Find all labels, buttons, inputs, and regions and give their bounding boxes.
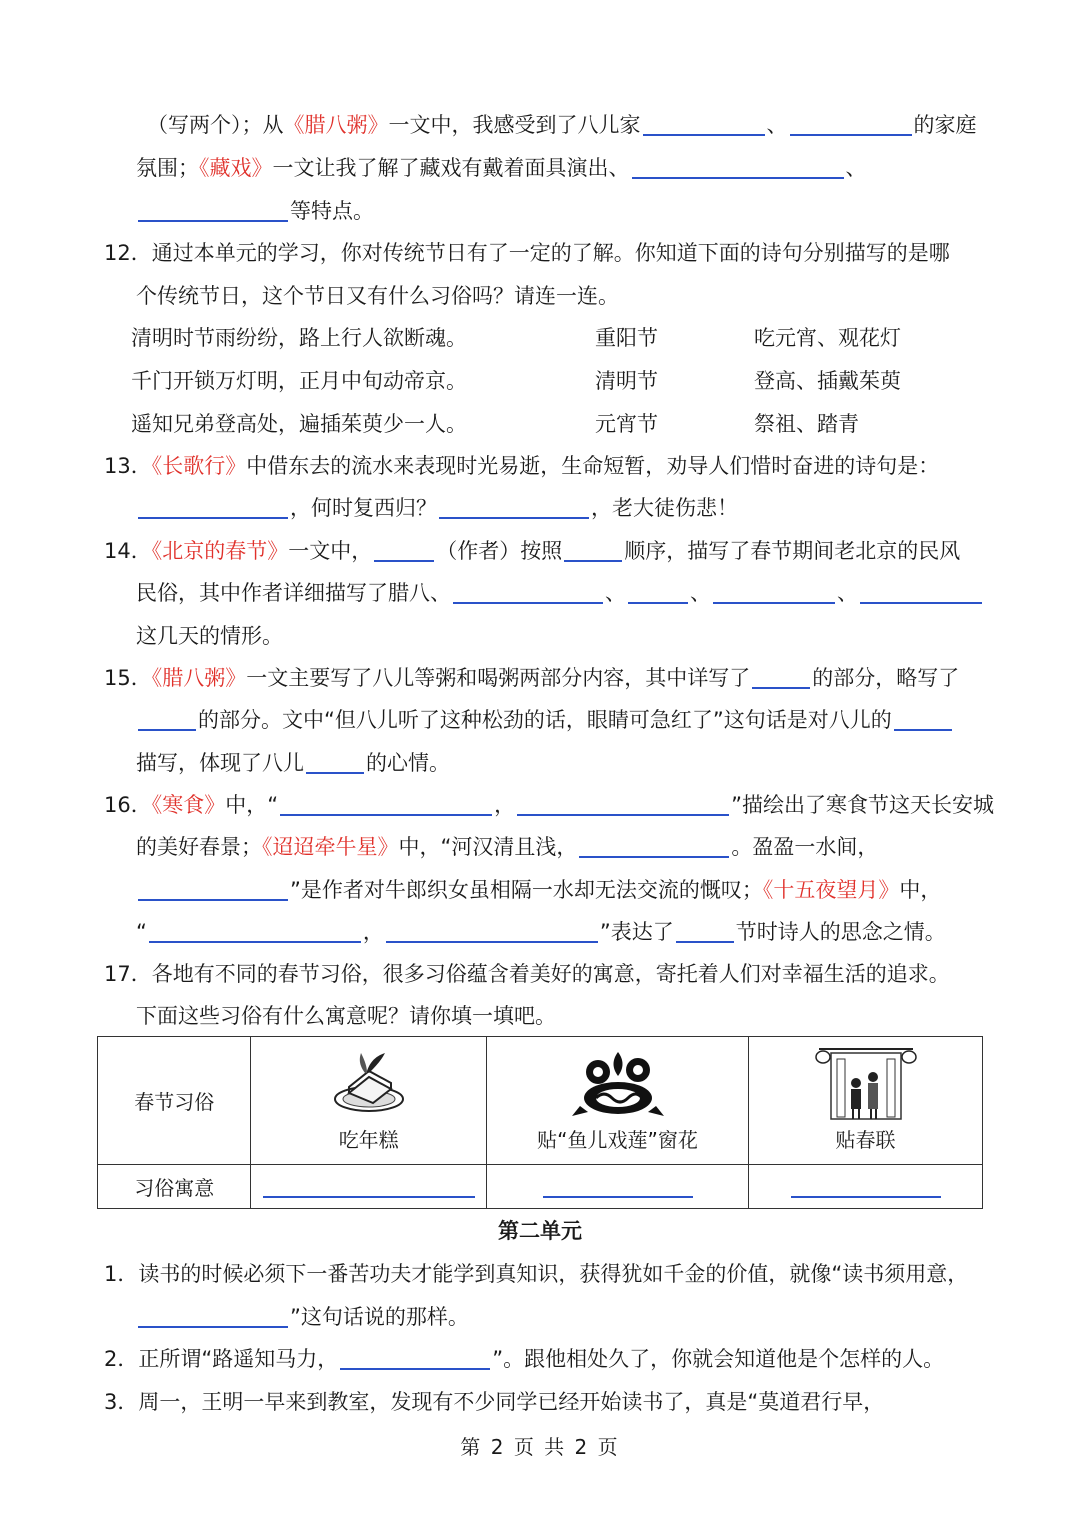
question-number: 17． [104, 962, 152, 986]
answer-blank[interactable] [860, 582, 982, 604]
custom-cell-chunlian [749, 1037, 983, 1165]
niangao-illustration [252, 1041, 485, 1125]
text: 描写，体现了八儿 [136, 751, 304, 775]
text: 通过本单元的学习，你对传统节日有了一定的了解。你知道下面的诗句分别描写的是哪 [151, 241, 950, 265]
unit2-q1-line-2 [136, 1302, 469, 1332]
q14-line-1 [104, 536, 960, 566]
text: 下面这些习俗有什么寓意呢？请你填一填吧。 [136, 1004, 556, 1028]
text: （作者）按照 [436, 539, 563, 563]
custom-cell-window-flower [486, 1037, 748, 1165]
title-labazhou: 《腊八粥》 [283, 113, 389, 137]
text: 、 [845, 156, 867, 180]
festival-2[interactable]: 清明节 [595, 369, 658, 393]
answer-blank[interactable] [138, 497, 288, 519]
text: 的部分，略写了 [812, 666, 960, 690]
text: 的美好春景； [136, 835, 262, 859]
title-shiwuye-wangyue: 《十五夜望月》 [762, 878, 900, 902]
q11-line-1 [147, 110, 977, 140]
custom-2[interactable]: 登高、插戴茱萸 [754, 369, 901, 393]
text: 一文中， [288, 539, 373, 563]
meaning-cell [486, 1165, 748, 1209]
custom-label: 贴春联 [835, 1127, 896, 1152]
answer-blank[interactable] [676, 921, 734, 943]
text: 、 [690, 581, 711, 605]
customs-table [97, 1036, 983, 1209]
niangao-icon [329, 1047, 409, 1119]
meaning-cell [251, 1165, 487, 1209]
text: 的部分。文中“但八儿听了这种松劲的话，眼睛可急红了”这句话是对八儿的 [198, 708, 892, 732]
answer-blank[interactable] [752, 667, 810, 689]
q15-line-2 [136, 705, 954, 735]
unit2-q3 [104, 1387, 884, 1417]
page-footer: 第 2 页 共 2 页 [460, 1435, 620, 1459]
title-hanshi: 《寒食》 [151, 793, 226, 817]
section-title: 第二单元 [498, 1219, 582, 1243]
answer-blank[interactable] [790, 114, 912, 136]
answer-blank[interactable] [439, 497, 589, 519]
answer-blank[interactable] [791, 1176, 941, 1198]
text: ，何时复西归？ [290, 496, 437, 520]
answer-blank[interactable] [543, 1176, 693, 1198]
answer-blank[interactable] [138, 709, 196, 731]
q12-line-2 [136, 281, 619, 311]
text: 的家庭 [913, 113, 977, 137]
text: 一文中，我感受到了八儿家 [388, 113, 641, 137]
text: ”。跟他相处久了，你就会知道他是个怎样的人。 [492, 1347, 945, 1371]
answer-blank[interactable] [138, 879, 288, 901]
q14-line-2 [136, 578, 984, 608]
text: （写两个）；从 [147, 113, 284, 137]
text: 一文主要写了八儿等粥和喝粥两部分内容，其中详写了 [246, 666, 751, 690]
text: 这几天的情形。 [136, 624, 283, 648]
text: 等特点。 [290, 199, 374, 223]
text: 中，“ [225, 793, 279, 817]
answer-blank[interactable] [306, 752, 364, 774]
text: 、 [605, 581, 626, 605]
text: 、 [837, 581, 858, 605]
text: 读书的时候必须下一番苦功夫才能学到真知识，获得犹如千金的价值，就像“读书须用意， [138, 1262, 969, 1286]
answer-blank[interactable] [280, 794, 492, 816]
text: 氛围； [136, 156, 199, 180]
q16-line-3 [136, 875, 941, 905]
title-zangxi: 《藏戏》 [199, 156, 273, 180]
text: 一文让我了解了藏戏有戴着面具演出、 [272, 156, 630, 180]
text: 。盈盈一水间， [731, 835, 879, 859]
poem-1[interactable]: 清明时节雨纷纷，路上行人欲断魂。 [131, 326, 467, 350]
answer-blank[interactable] [643, 114, 765, 136]
text: 中，“河汉清且浅， [398, 835, 578, 859]
question-number: 13． [104, 454, 152, 478]
table-row-header: 春节习俗 [98, 1037, 251, 1165]
text: 正所谓“路遥知马力， [138, 1347, 339, 1371]
q13-line-1 [104, 451, 939, 481]
unit2-q1-line-1 [104, 1259, 968, 1289]
question-number: 12． [104, 241, 152, 265]
text: ”是作者对牛郎织女虽相隔一水却无法交流的慨叹； [290, 878, 763, 902]
fish-lotus-icon [570, 1046, 666, 1120]
q13-line-2 [136, 493, 738, 523]
answer-blank[interactable] [894, 709, 952, 731]
text: ， [494, 793, 516, 817]
text: 、 [766, 113, 788, 137]
q15-line-1 [104, 663, 959, 693]
chunlian-icon [811, 1043, 921, 1123]
text: ”表达了 [599, 920, 674, 944]
text: ”这句话说的那样。 [290, 1305, 469, 1329]
text: “ [136, 920, 147, 944]
answer-blank[interactable] [374, 540, 434, 562]
title-labazhou: 《腊八粥》 [151, 666, 247, 690]
custom-3[interactable]: 祭祖、踏青 [754, 412, 859, 436]
custom-cell-niangao [251, 1037, 487, 1165]
question-number: 1． [104, 1262, 139, 1286]
title-tiaotiao-qianniuxing: 《迢迢牵牛星》 [262, 835, 399, 859]
answer-blank[interactable] [632, 157, 844, 179]
answer-blank[interactable] [453, 582, 603, 604]
title-changgexing: 《长歌行》 [151, 454, 247, 478]
answer-blank[interactable] [517, 794, 729, 816]
answer-blank[interactable] [138, 1306, 288, 1328]
text: 顺序，描写了春节期间老北京的民风 [624, 539, 961, 563]
q17-line-2 [136, 1001, 556, 1031]
answer-blank[interactable] [564, 540, 622, 562]
unit2-q2 [104, 1344, 944, 1374]
answer-blank[interactable] [713, 582, 835, 604]
meaning-cell [749, 1165, 983, 1209]
q16-line-2 [136, 832, 878, 862]
text: 各地有不同的春节习俗，很多习俗蕴含着美好的寓意，寄托着人们对幸福生活的追求。 [151, 962, 950, 986]
answer-blank[interactable] [149, 921, 361, 943]
festival-1[interactable]: 重阳节 [595, 326, 658, 350]
poem-3[interactable]: 遥知兄弟登高处，遍插茱萸少一人。 [131, 412, 467, 436]
q11-line-3 [136, 196, 374, 226]
chunlian-illustration [750, 1041, 981, 1125]
q12-line-1 [104, 238, 950, 268]
title-beijing-chunjie: 《北京的春节》 [151, 539, 289, 563]
custom-1[interactable]: 吃元宵、观花灯 [754, 326, 901, 350]
text: 个传统节日，这个节日又有什么习俗吗？请连一连。 [136, 284, 619, 308]
festival-3[interactable]: 元宵节 [595, 412, 658, 436]
text: ”描绘出了寒食节这天长安城 [731, 793, 995, 817]
answer-blank[interactable] [138, 200, 288, 222]
custom-label: 吃年糕 [338, 1127, 399, 1152]
question-number: 2． [104, 1347, 139, 1371]
poem-2[interactable]: 千门开锁万灯明，正月中旬动帝京。 [131, 369, 467, 393]
table-row-header: 习俗寓意 [98, 1165, 251, 1209]
question-number: 14． [104, 539, 152, 563]
question-number: 15． [104, 666, 152, 690]
q14-line-3 [136, 621, 283, 651]
text: 民俗，其中作者详细描写了腊八、 [136, 581, 451, 605]
q17-line-1 [104, 959, 950, 989]
question-number: 16． [104, 793, 152, 817]
answer-blank[interactable] [386, 921, 598, 943]
text: 中， [899, 878, 942, 902]
q16-line-4 [136, 917, 946, 947]
answer-blank[interactable] [579, 836, 729, 858]
text: 节时诗人的思念之情。 [735, 920, 946, 944]
q11-line-2 [136, 153, 867, 183]
answer-blank[interactable] [340, 1348, 490, 1370]
answer-blank[interactable] [263, 1176, 475, 1198]
answer-blank[interactable] [628, 582, 688, 604]
text: 中借东去的流水来表现时光易逝，生命短暂，劝导人们惜时奋进的诗句是： [246, 454, 940, 478]
window-flower-illustration [488, 1041, 747, 1125]
text: 的心情。 [366, 751, 450, 775]
q16-line-1 [104, 790, 994, 820]
text: ，老大徒伤悲！ [591, 496, 738, 520]
text: 周一，王明一早来到教室，发现有不少同学已经开始读书了，真是“莫道君行早， [138, 1390, 885, 1414]
custom-label: 贴“鱼儿戏莲”窗花 [537, 1127, 698, 1152]
q15-line-3 [136, 748, 450, 778]
question-number: 3． [104, 1390, 139, 1414]
text: ， [362, 920, 384, 944]
